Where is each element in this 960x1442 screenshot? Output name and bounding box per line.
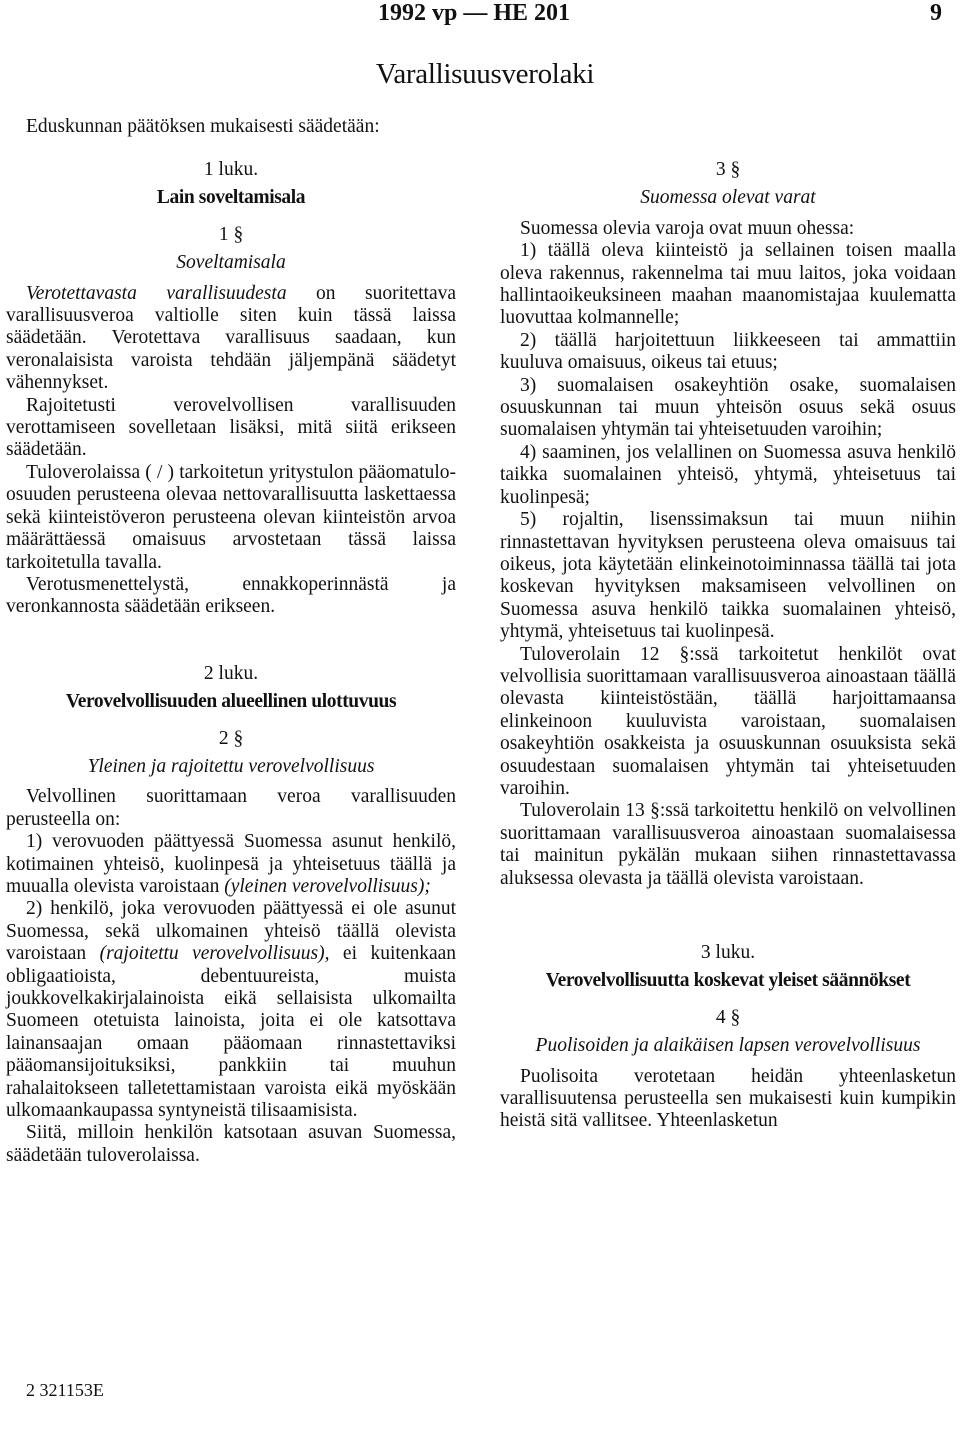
list-item: 1) verovuoden päättyessä Suomessa asunut henkilö, kotimainen yhteisö, kuolinpesä ja yhteisetuus täällä ja muualla olevista varoistaan (yleinen verovelvollisuus); [6,831,456,897]
list-item: 2) täällä harjoitettuun liikkeeseen tai ammattiin kuuluva omaisuus, oikeus tai etuus; [500,329,956,374]
section-number: 4 § [715,1006,741,1028]
paragraph: Verotusmenettelystä, ennakkoperinnästä ja veronkannosta säädetään erikseen. [6,573,456,618]
paragraph: Tuloverolaissa ( / ) tarkoitetun yritystulon pääomatulo-osuuden perusteena olevaa nettovarallisuutta laskettaessa sekä kiinteistöveron perusteena olevan kiinteistön arvoa määrättäessä omaisuus arvostetaan tässä laissa tarkoitetulla tavalla. [6,461,456,573]
paragraph: Puolisoita verotetaan heidän yhteenlasketun varallisuutensa perusteella sen mukaisesti kuin kumpikin heistä sitä vallitsee. Yhteenlasketun [500,1065,956,1132]
section-number: 2 § [218,727,244,749]
paragraph: Siitä, milloin henkilön katsotaan asuvan Suomessa, säädetään tuloverolaissa. [6,1122,456,1166]
paragraph: Velvollinen suorittamaan veroa varallisuuden perusteella on: [6,786,456,830]
chapter-number: 1 luku. [203,159,259,180]
right-column [500,159,956,1133]
italic-term: Verotettavasta varallisuudesta [26,282,287,304]
list-item: 1) täällä oleva kiinteistö ja sellainen toisen maalla oleva rakennus, rakennelma tai muu laitos, joka voidaan hallintaoikeuksineen maahan maanomistajaa kuulematta luovuttaa kolmannelle; [500,240,956,329]
law-title: Varallisuusverolaki [375,58,595,90]
list-item: 3) suomalaisen osakeyhtiön osake, suomalaisen osuuskunnan tai muun yhteisön osuus sekä osuus suomalaisen yhtymän tai yhteisetuuden varoihin; [500,374,956,441]
section-title: Puolisoiden ja alaikäisen lapsen verovelvollisuus [535,1035,921,1057]
running-head: 1992 vp — HE 201 [378,0,571,26]
section-number: 1 § [218,223,244,245]
section-number: 3 § [715,159,741,180]
chapter-number: 2 luku. [203,662,259,684]
enacting-clause: Eduskunnan päätöksen mukaisesti säädetään: [26,116,380,137]
chapter-number: 3 luku. [700,942,756,963]
chapter-title: Lain soveltamisala [156,187,306,209]
section-title: Yleinen ja rajoitettu verovelvollisuus [87,755,375,777]
list-item: 4) saaminen, jos velallinen on Suomessa asuva henkilö taikka suomalainen yhteisö, yhtymä, yhteisetuus tai kuolinpesä; [500,441,956,508]
paragraph: Tuloverolain 13 §:ssä tarkoitettu henkilö on velvollinen suorittamaan varallisuusveroa ainoastaan suomalaisessa tai mainitun pykälän mukaan siihen rinnastettavassa aluksessa olevasta ja täällä olevista varoistaan. [500,800,956,889]
left-column [6,159,456,1167]
section-title: Suomessa olevat varat [640,187,816,209]
print-code: 2 321153E [26,1380,104,1400]
chapter-title: Verovelvollisuuden alueellinen ulottuvuus [65,691,397,713]
paragraph: Tuloverolain 12 §:ssä tarkoitetut henkilöt ovat velvollisia suorittamaan varallisuusveroa ainoastaan täällä olevasta kiinteistöstään, täällä harjoittamaansa elinkeinoon kuuluvista varoistaan, suomalaisen osakeyhtiön osakkeista ja osuuskunnan osuuksista sekä osuudestaan suomalaisen yhtymän tai yhteisetuuden varoihin. [500,643,956,799]
paragraph: Verotettavasta varallisuudesta on suoritettava varallisuusveroa valtiolle siten kuin tässä laissa säädetään. Verotettava varallisuus saadaan, kun veronalaisista varoista tehdään jäljempänä säädetyt vähennykset. [6,282,457,394]
list-item: 2) henkilö, joka verovuoden päättyessä ei ole asunut Suomessa, sekä ulkomainen yhteisö täällä olevista varoistaan (rajoitettu verovelvollisuus), ei kuitenkaan obligaatioista, debentuureista, muista joukkovelkakirjalainoista eikä sellaisista ulkomailta Suomeen otetuista lainoista, joita ei ole katsottava lainansaajan omaan pääomaan rinnastettaviksi pääomansijoituksiksi, pankkiin tai muuhun rahalaitokseen talletettamistaan varoista eikä myöskään ulkomaankaupassa syntyneistä tilisaamisista. [6,898,457,1122]
paragraph: Suomessa olevia varoja ovat muun ohessa: [520,217,855,239]
list-item: 5) rojaltin, lisenssimaksun tai muun niihin rinnastettavan hyvityksen perusteena oleva omaisuus tai oikeus, jota käytetään elinkeinotoiminnassa täällä tai jota koskevan hyvityksen maksamiseen velvollinen on Suomessa asuva henkilö taikka suomalainen yhteisö, yhtymä, yhteisetuus tai kuolinpesä. [500,509,956,643]
page-number: 9 [930,0,942,26]
paragraph: Rajoitetusti verovelvollisen varallisuuden verottamiseen sovelletaan lisäksi, mitä siitä erikseen säädetään. [6,394,456,461]
section-title: Soveltamisala [176,252,286,274]
chapter-title: Verovelvollisuutta koskevat yleiset säännökset [545,970,911,992]
